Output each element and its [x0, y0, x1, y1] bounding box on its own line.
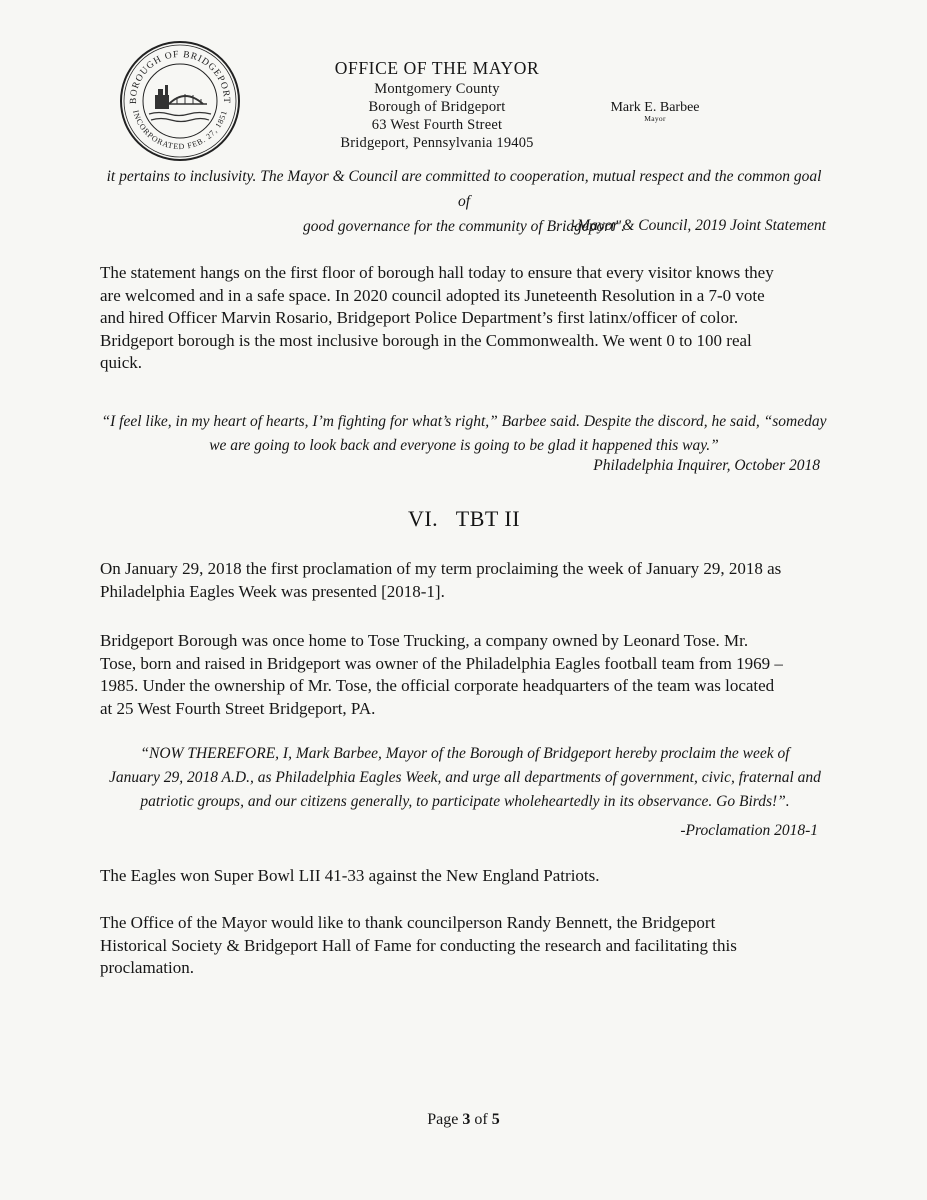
total-pages: 5: [491, 1111, 500, 1128]
thanks-paragraph: [100, 912, 820, 980]
page-label: Page: [427, 1111, 463, 1128]
paragraph-line: are welcomed and in a safe space. In 2020 council adopted its Juneteenth Resolution in a 7-0 vote: [100, 285, 765, 305]
quote-line: “NOW THEREFORE, I, Mark Barbee, Mayor of the Borough of Bridgeport hereby proclaim the week of: [140, 745, 790, 762]
quote-line: January 29, 2018 A.D., as Philadelphia Eagles Week, and urge all departments of government, civic, fraternal and: [109, 769, 821, 786]
page-of-label: of: [470, 1111, 492, 1128]
paragraph-line: quick.: [100, 353, 143, 372]
svg-text:BOROUGH OF BRIDGEPORT: BOROUGH OF BRIDGEPORT: [128, 49, 232, 105]
inquirer-quote: [100, 410, 828, 458]
inquirer-citation: Philadelphia Inquirer, October 2018: [593, 457, 820, 474]
svg-text:INCORPORATED FEB. 27, 1851: INCORPORATED FEB. 27, 1851: [131, 109, 229, 152]
current-page: 3: [462, 1111, 471, 1128]
paragraph-line: Philadelphia Eagles Week was presented [2018-1].: [100, 581, 445, 601]
section-heading: VI. TBT II: [407, 506, 521, 531]
quote-line: “I feel like, in my heart of hearts, I’m fighting for what’s right,” Barbee said. Despite the discord, he said, “someday: [101, 413, 827, 430]
paragraph-line: proclamation.: [100, 958, 194, 977]
paragraph-line: On January 29, 2018 the first proclamation of my term proclaiming the week of January 29, 2018 as: [100, 559, 782, 578]
quote-line: good governance for the community of Bridgeport".: [302, 218, 626, 235]
page-number: [0, 1111, 927, 1129]
quote-line: it pertains to inclusivity. The Mayor & Council are committed to cooperation, mutual respect and the common goal of: [106, 168, 822, 210]
quote-line: we are going to look back and everyone is going to be glad it happened this way.”: [209, 437, 719, 454]
paragraph-line: Bridgeport borough is the most inclusive borough in the Commonwealth. We went 0 to 100 real: [100, 330, 752, 350]
mayor-name: Mark E. Barbee: [610, 100, 700, 115]
inclusivity-paragraph: [100, 262, 820, 375]
borough-line: Borough of Bridgeport: [368, 99, 506, 115]
city-line: Bridgeport, Pennsylvania 19405: [340, 135, 534, 152]
office-title: OFFICE OF THE MAYOR: [334, 58, 540, 78]
street-line: 63 West Fourth Street: [371, 117, 503, 134]
paragraph-line: The statement hangs on the first floor of borough hall today to ensure that every visitor knows they: [100, 263, 774, 282]
paragraph-line: at 25 West Fourth Street Bridgeport, PA.: [100, 698, 376, 718]
mayor-title: Mayor: [644, 114, 666, 124]
tose-paragraph: [100, 630, 820, 720]
paragraph-line: Historical Society & Bridgeport Hall of Fame for conducting the research and facilitating this: [100, 935, 737, 955]
paragraph-line: and hired Officer Marvin Rosario, Bridgeport Police Department’s first latinx/officer of color.: [100, 308, 739, 327]
mayor-block: [600, 100, 710, 124]
office-letterhead: [300, 58, 574, 152]
county-line: Montgomery County: [374, 80, 500, 97]
paragraph-line: The Office of the Mayor would like to thank councilperson Randy Bennett, the Bridgeport: [100, 913, 716, 932]
paragraph-line: Tose, born and raised in Bridgeport was owner of the Philadelphia Eagles football team from 1969 –: [100, 653, 783, 673]
paragraph-line: Bridgeport Borough was once home to Tose Trucking, a company owned by Leonard Tose. Mr.: [100, 631, 749, 650]
proclamation-citation: -Proclamation 2018-1: [680, 822, 818, 839]
joint-statement-citation: -Mayor & Council, 2019 Joint Statement: [572, 217, 826, 234]
super-bowl-paragraph: The Eagles won Super Bowl LII 41-33 against the New England Patriots.: [100, 866, 600, 885]
proclamation-paragraph: [100, 558, 820, 603]
quote-line: patriotic groups, and our citizens generally, to participate wholeheartedly in its observance. Go Birds!”.: [140, 793, 790, 810]
proclamation-quote: [100, 742, 830, 814]
borough-seal-logo: [119, 40, 241, 162]
paragraph-line: 1985. Under the ownership of Mr. Tose, the official corporate headquarters of the team was located: [100, 676, 775, 695]
